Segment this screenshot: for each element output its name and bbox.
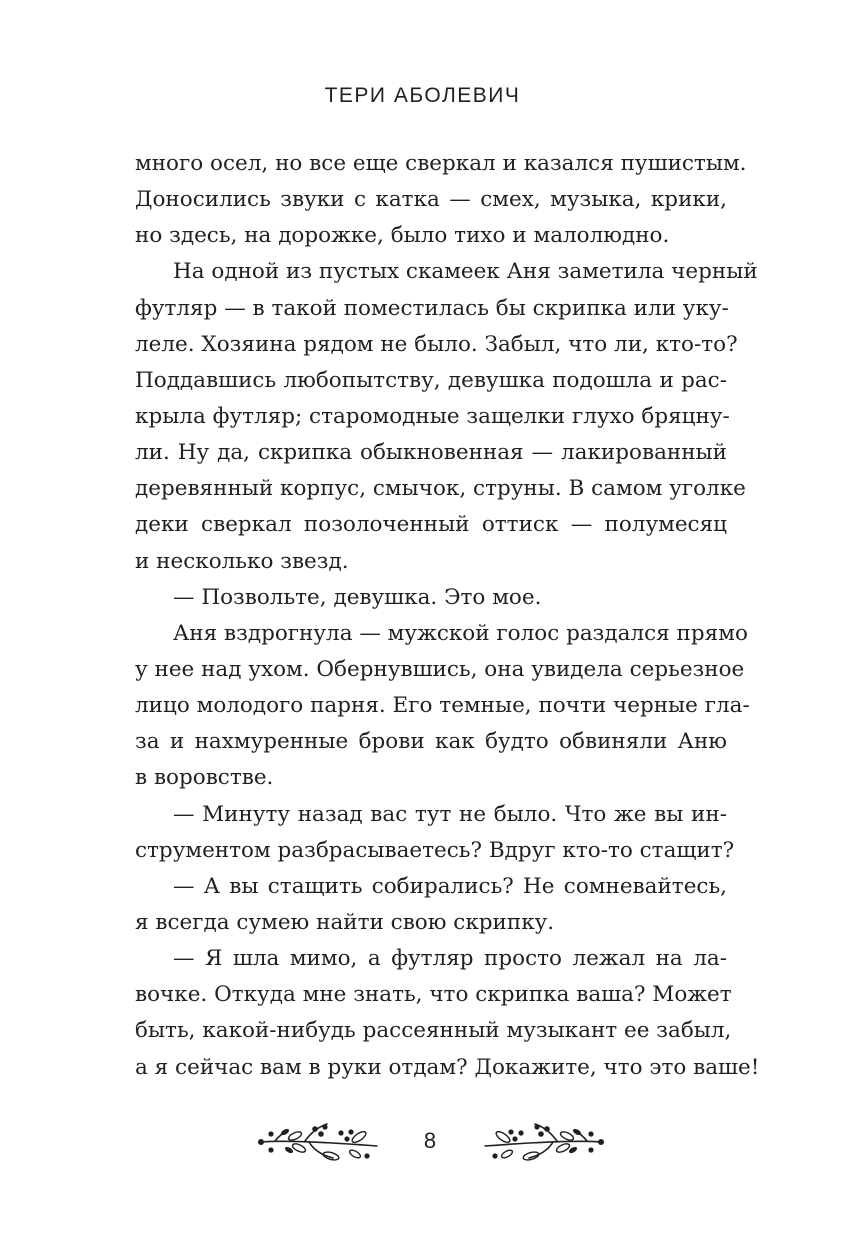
text-line: но здесь, на дорожке, было тихо и малолюдно. [135, 223, 670, 249]
text-line: быть, какой-нибудь рассеянный музыкант ее забыл, [135, 1018, 732, 1044]
text-line: крыла футляр; старомодные защелки глухо бряцну- [135, 403, 730, 429]
text-line: деки сверкал позолоченный оттиск — полумесяц [135, 512, 727, 538]
text-line: — Минуту назад вас тут не было. Что же вы ин- [173, 801, 727, 827]
floral-sprig-icon [483, 1120, 607, 1166]
text-line: струментом разбрасываетесь? Вдруг кто-то стащит? [135, 837, 735, 863]
text-line: — Позвольте, девушка. Это мое. [173, 584, 542, 610]
page-number: 8 [423, 1128, 437, 1153]
text-line: — А вы стащить собирались? Не сомневайтесь, [173, 873, 727, 899]
text-line: и несколько звезд. [135, 548, 349, 574]
floral-sprig-icon [255, 1120, 379, 1166]
body-text [135, 146, 760, 1086]
text-line: Поддавшись любопытству, девушка подошла и рас- [135, 367, 727, 393]
text-line: Аня вздрогнула — мужской голос раздался прямо [173, 620, 748, 646]
text-line: леле. Хозяина рядом не было. Забыл, что ли, кто-то? [135, 331, 738, 357]
text-line: я всегда сумею найти свою скрипку. [135, 909, 555, 935]
text-line: вочке. Откуда мне знать, что скрипка ваша? Может [135, 982, 732, 1008]
text-line: Доносились звуки с катка — смех, музыка, крики, [135, 187, 727, 213]
page-footer [0, 1120, 845, 1170]
text-line: деревянный корпус, смычок, струны. В самом уголке [135, 476, 746, 502]
text-line: — Я шла мимо, а футляр просто лежал на ла- [173, 946, 727, 972]
text-line: На одной из пустых скамеек Аня заметила черный [173, 259, 758, 285]
text-line: за и нахмуренные брови как будто обвиняли Аню [135, 729, 727, 755]
text-line: у нее над ухом. Обернувшись, она увидела серьезное [135, 656, 745, 682]
text-line: много осел, но все еще сверкал и казался пушистым. [135, 151, 747, 176]
running-title: ТЕРИ АБОЛЕВИЧ [324, 84, 521, 107]
text-line: ли. Ну да, скрипка обыкновенная — лакированный [135, 440, 727, 466]
text-line: в воровстве. [135, 765, 274, 791]
text-line: футляр — в такой поместилась бы скрипка или уку- [135, 295, 729, 321]
text-line: лицо молодого парня. Его темные, почти черные гла- [135, 693, 750, 719]
text-line: а я сейчас вам в руки отдам? Докажите, что это ваше! [135, 1054, 760, 1080]
